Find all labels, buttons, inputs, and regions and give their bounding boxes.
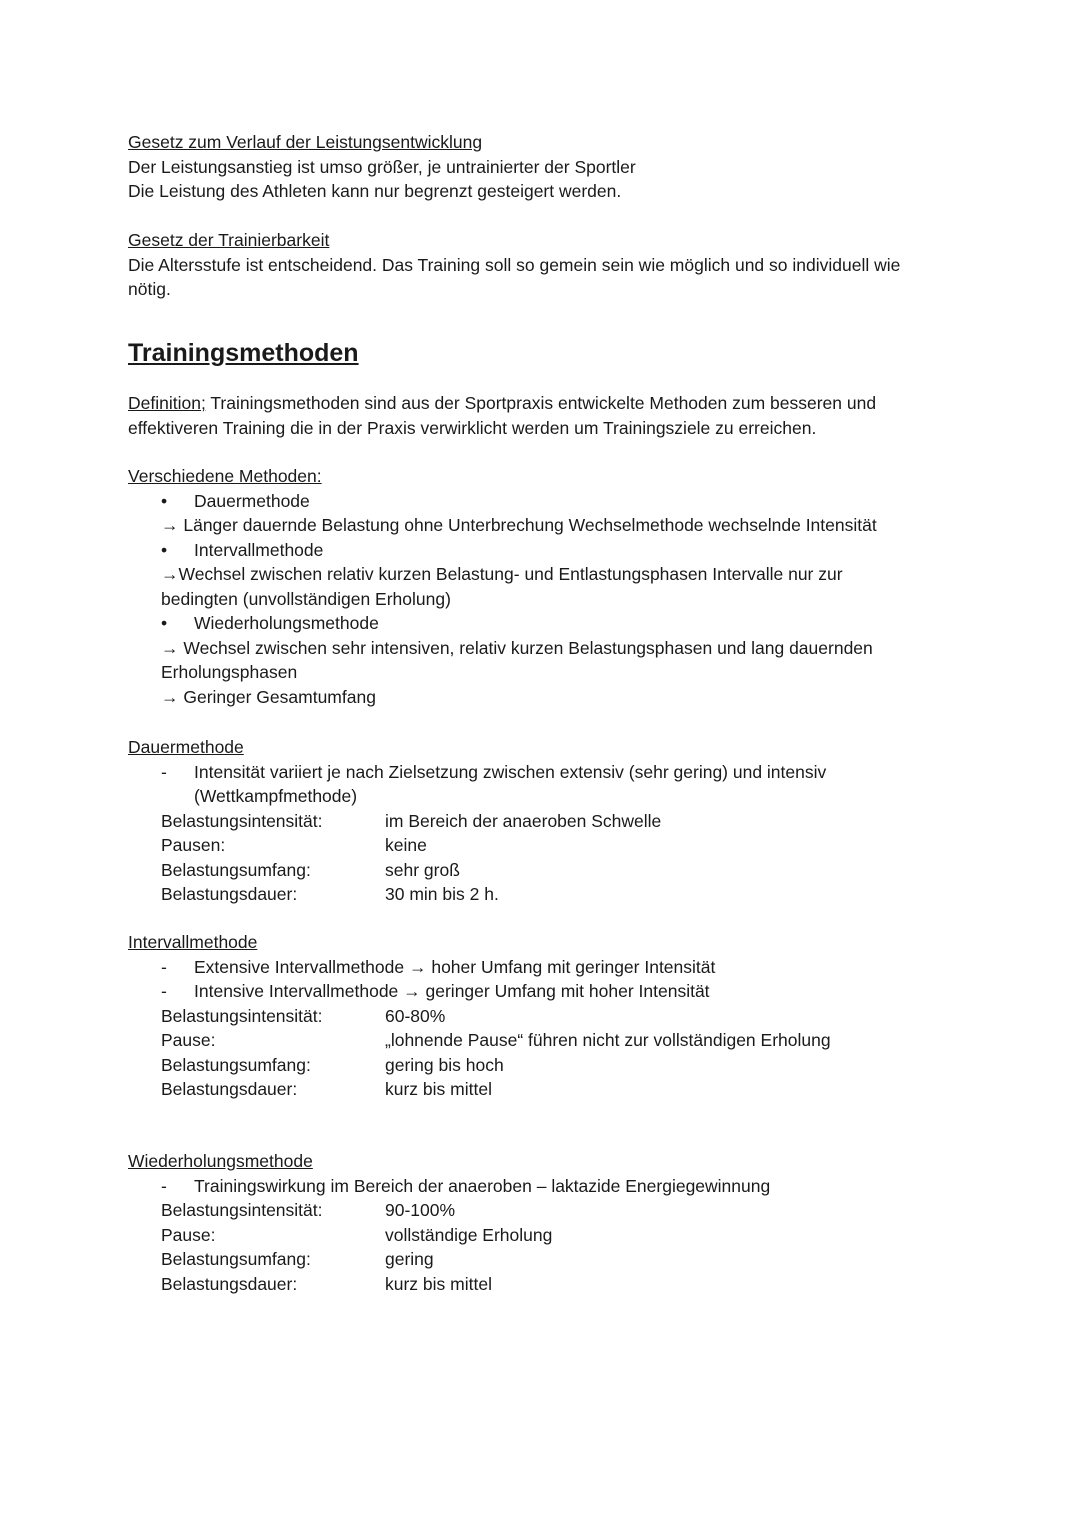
wiederholung-note: Trainingswirkung im Bereich der anaeroben – laktazide Energiegewinnung: [194, 1175, 771, 1196]
definition-text: effektiveren Training die in der Praxis verwirklicht werden um Trainingsziele zu erreichen.: [128, 417, 817, 438]
param-value: vollständige Erholung: [385, 1224, 553, 1245]
param-value: keine: [385, 835, 427, 855]
list-item: [128, 1174, 958, 1199]
list-item: [128, 760, 958, 809]
param-value: kurz bis mittel: [385, 1273, 492, 1294]
param-label: Belastungsdauer:: [161, 1079, 298, 1099]
dash-icon: -: [161, 761, 167, 782]
list-item: [128, 611, 958, 636]
gesetz-verlauf-line: Die Leistung des Athleten kann nur begrenzt gesteigert werden.: [128, 181, 622, 201]
param-value: gering bis hoch: [385, 1054, 504, 1075]
definition-label: Definition;: [128, 393, 206, 413]
table-row: [128, 882, 958, 907]
param-label: Belastungsumfang:: [161, 1054, 311, 1075]
param-label: Belastungsintensität:: [161, 1200, 323, 1220]
gesetz-trainierbarkeit-section: [128, 228, 958, 302]
method-description: → Länger dauernde Belastung ohne Unterbrechung Wechselmethode wechselnde Intensität: [161, 515, 877, 535]
param-value: 30 min bis 2 h.: [385, 884, 499, 904]
method-description: → Wechsel zwischen sehr intensiven, relativ kurzen Belastungsphasen und lang dauernden: [161, 637, 873, 658]
definition-section: [128, 391, 958, 440]
table-row: [128, 1077, 958, 1102]
table-row: [128, 1028, 958, 1053]
method-description: → Geringer Gesamtumfang: [161, 686, 376, 707]
param-label: Belastungsumfang:: [161, 859, 311, 880]
gesetz-trainierbarkeit-line: nötig.: [128, 279, 171, 299]
param-label: Belastungsintensität:: [161, 810, 323, 831]
dauer-note: (Wettkampfmethode): [194, 786, 358, 806]
param-label: Belastungsdauer:: [161, 1273, 298, 1294]
intervallmethode-heading: Intervallmethode: [128, 932, 258, 952]
list-item: [128, 979, 958, 1004]
verschiedene-methoden-section: [128, 464, 958, 709]
param-value: 90-100%: [385, 1200, 456, 1220]
bullet-icon: •: [161, 613, 168, 633]
param-label: Belastungsdauer:: [161, 884, 298, 904]
list-item: [128, 489, 958, 514]
method-dauer: Dauermethode: [194, 490, 310, 511]
intervallmethode-section: [128, 930, 958, 1102]
gesetz-trainierbarkeit-line: Die Altersstufe ist entscheidend. Das Training soll so gemein sein wie möglich und so individuell wie: [128, 254, 901, 275]
table-row: [128, 858, 958, 883]
param-label: Belastungsumfang:: [161, 1249, 311, 1269]
gesetz-verlauf-line: Der Leistungsanstieg ist umso größer, je untrainierter der Sportler: [128, 156, 636, 177]
gesetz-trainierbarkeit-heading: Gesetz der Trainierbarkeit: [128, 230, 330, 250]
dauermethode-heading: Dauermethode: [128, 737, 244, 757]
dauermethode-section: [128, 735, 958, 907]
method-wiederholung: Wiederholungsmethode: [194, 613, 379, 633]
dash-icon: -: [161, 981, 167, 1001]
table-row: [128, 833, 958, 858]
dash-icon: -: [161, 956, 167, 977]
table-row: [128, 1247, 958, 1272]
section-title: Trainingsmethoden: [128, 339, 359, 367]
param-value: 60-80%: [385, 1005, 446, 1026]
verschiedene-heading: Verschiedene Methoden:: [128, 466, 322, 486]
method-description: bedingten (unvollständigen Erholung): [161, 588, 451, 609]
param-value: gering: [385, 1249, 434, 1269]
dash-icon: -: [161, 1175, 167, 1196]
param-label: Pause:: [161, 1224, 216, 1245]
param-value: sehr groß: [385, 859, 460, 880]
wiederholungsmethode-heading: Wiederholungsmethode: [128, 1151, 313, 1171]
param-label: Pausen:: [161, 835, 226, 855]
table-row: [128, 1053, 958, 1078]
param-value: „lohnende Pause“ führen nicht zur vollständigen Erholung: [385, 1030, 831, 1050]
list-item: [128, 538, 958, 563]
table-row: [128, 809, 958, 834]
param-label: Pause:: [161, 1030, 216, 1050]
table-row: [128, 1198, 958, 1223]
intervall-note: Intensive Intervallmethode → geringer Umfang mit hoher Intensität: [194, 981, 710, 1001]
wiederholungsmethode-section: [128, 1149, 958, 1296]
table-row: [128, 1272, 958, 1297]
definition-text: Trainingsmethoden sind aus der Sportpraxis entwickelte Methoden zum besseren und: [205, 393, 877, 413]
param-label: Belastungsintensität:: [161, 1005, 323, 1026]
gesetz-verlauf-heading: Gesetz zum Verlauf der Leistungsentwicklung: [128, 132, 483, 152]
bullet-icon: •: [161, 490, 168, 511]
method-description: →Wechsel zwischen relativ kurzen Belastung- und Entlastungsphasen Intervalle nur zur: [161, 564, 843, 584]
bullet-icon: •: [161, 539, 168, 560]
intervall-note: Extensive Intervallmethode → hoher Umfang mit geringer Intensität: [194, 956, 716, 977]
list-item: [128, 955, 958, 980]
table-row: [128, 1223, 958, 1248]
param-value: kurz bis mittel: [385, 1079, 492, 1099]
method-description: Erholungsphasen: [161, 662, 298, 682]
section-title-wrap: [128, 338, 958, 368]
param-value: im Bereich der anaeroben Schwelle: [385, 810, 662, 831]
dauer-note: Intensität variiert je nach Zielsetzung zwischen extensiv (sehr gering) und intensiv: [194, 761, 827, 782]
table-row: [128, 1004, 958, 1029]
gesetz-verlauf-section: [128, 130, 958, 204]
method-intervall: Intervallmethode: [194, 539, 324, 560]
